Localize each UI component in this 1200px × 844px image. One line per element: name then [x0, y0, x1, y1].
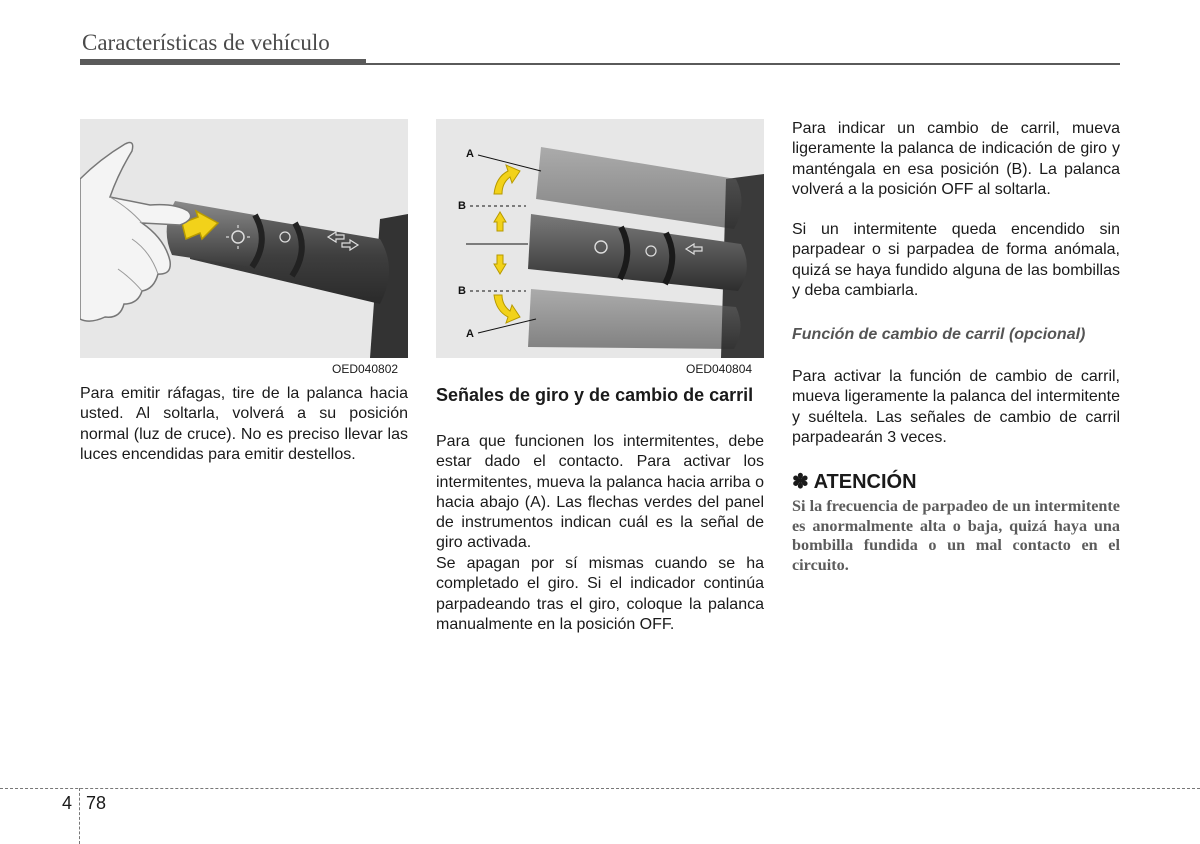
header-title: Características de vehículo [82, 30, 330, 55]
caution-heading: ✽ ATENCIÓN [792, 471, 917, 493]
label-b-bottom: B [458, 285, 466, 297]
footer-rule [0, 788, 1200, 789]
lane-change-paragraph-2: Si un intermitente queda encendido sin parpadear o si parpadea de forma anómala, quizá se haya fundido alguna de las bombillas y deba cambiarla. [792, 221, 1120, 299]
caution-text: Si la frecuencia de parpadeo de un intermitente es anormalmente alta o baja, quizá haya una bombilla fundida o un mal contacto en el circuito. [792, 497, 1120, 574]
section-heading-turn-signals: Señales de giro y de cambio de carril [436, 385, 754, 405]
stalk-positions-drawing [436, 119, 764, 358]
label-a-bottom: A [466, 328, 474, 340]
figure-code-mid: OED040804 [686, 362, 753, 376]
page-number: 78 [86, 793, 107, 813]
sub-heading-lane-change-function: Función de cambio de carril (opcional) [792, 326, 1086, 343]
flash-to-pass-illustration [80, 119, 408, 358]
chapter-number: 4 [62, 793, 73, 813]
label-a-top: A [466, 148, 474, 160]
lane-change-paragraph-3: Para activar la función de cambio de carril, mueva ligeramente la palanca del intermitente y suéltela. Las señales de cambio de carril parpadearán 3 veces. [792, 368, 1120, 446]
label-b-top: B [458, 200, 466, 212]
flash-paragraph: Para emitir ráfagas, tire de la palanca hacia usted. Al soltarla, volverá a su posición normal (luz de cruce). No es preciso llevar las luces encendidas para emitir destellos. [80, 385, 408, 463]
turn-signal-paragraph-2: Se apagan por sí mismas cuando se ha completado el giro. Si el indicador continúa parpadeando tras el giro, coloque la palanca manualmente en la posición OFF. [436, 555, 764, 633]
figure-code-left: OED040802 [332, 362, 399, 376]
lane-change-paragraph-1: Para indicar un cambio de carril, mueva ligeramente la palanca de indicación de giro y manténgala en esa posición (B). La palanca volverá a la posición OFF al soltarla. [792, 120, 1120, 198]
turn-signal-positions-illustration [436, 119, 764, 358]
footer-divider [79, 788, 80, 844]
turn-signal-paragraph-1: Para que funcionen los intermitentes, debe estar dado el contacto. Para activar los intermitentes, mueva la palanca hacia arriba o hacia abajo (A). Las flechas verdes del panel de instrumentos indican cuál es la señal de giro activada. [436, 433, 764, 552]
hand-stalk-drawing [80, 119, 408, 358]
header-rule-thin [366, 63, 1120, 65]
header-rule-thick [80, 59, 366, 65]
